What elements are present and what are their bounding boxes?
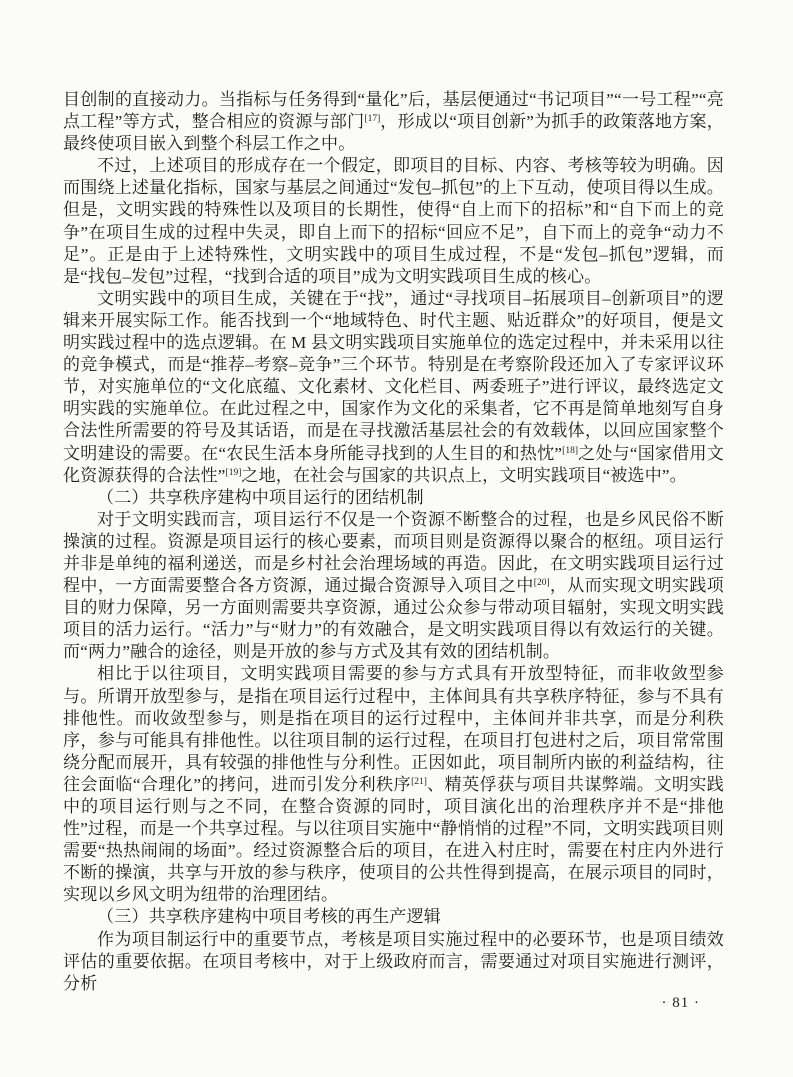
paragraph-continuation: 目创制的直接动力。当指标与任务得到“量化”后，基层便通过“书记项目”“一号工程”“亮点工程”等方式，整合相应的资源与部门[17]，形成以“项目创新”为抓手的政策落地方案，最终使项目嵌入到整个科层工作之中。: [63, 90, 724, 154]
citation-ref: [18]: [562, 445, 578, 456]
section-heading-2: （二）共享秩序建构中项目运行的团结机制: [97, 487, 424, 507]
paragraph-project-operation: 对于文明实践而言，项目运行不仅是一个资源不断整合的过程，也是乡风民俗不断操演的过程。资源是项目运行的核心要素，而项目则是资源得以聚合的枢纽。项目运行并非是单纯的福利递送，而是乡村社会治理场域的再造。因此，在文明实践项目运行过程中，一方面需要整合各方资源，通过撮合资源导入项目之中[20]，从而实现文明实践项目的财力保障，另一方面则需要共享资源，通过公众参与带动项目辐射，实现文明实践项目的活力运行。“活力”与“财力”的有效融合，是文明实践项目得以有效运行的关键。而“两力”融合的途径，则是开放的参与方式及其有效的团结机制。: [63, 509, 724, 662]
paragraph-open-participation: 相比于以往项目，文明实践项目需要的参与方式具有开放型特征，而非收敛型参与。所谓开放型参与，是指在项目运行过程中，主体间具有共享秩序特征，参与不具有排他性。而收敛型参与，则是指在项目的运行过程中，主体间并非共享，而是分利秩序，参与可能具有排他性。以往项目制的运行过程，在项目打包进村之后，项目常常围绕分配而展开，具有较强的排他性与分利性。正因如此，项目制所内嵌的利益结构，往往会面临“合理化”的拷问，进而引发分利秩序[21]、精英俘获与项目共谋弊端。文明实践中的项目运行则与之不同，在整合资源的同时，项目演化出的治理秩序并不是“排他性”过程，而是一个共享过程。与以往项目实施中“静悄悄的过程”不同，文明实践项目则需要“热热闹闹的场面”。经过资源整合后的项目，在进入村庄时，需要在村庄内外进行不断的操演，共享与开放的参与秩序，使项目的公共性得到提高，在展示项目的同时，实现以乡风文明为纽带的治理团结。: [63, 664, 724, 905]
paragraph-project-finding-logic: 文明实践中的项目生成，关键在于“找”，通过“寻找项目–拓展项目–创新项目”的逻辑来开展实际工作。能否找到一个“地域特色、时代主题、贴近群众”的好项目，便是文明实践过程中的选点逻辑。在 M 县文明实践项目实施单位的选定过程中，并未采用以往的竞争模式，而是“推荐–考察–竞争”三个环节。特别是在考察阶段还加入了专家评议环节，对实施单位的“文化底蕴、文化素材、文化栏目、两委班子”进行评议，最终选定文明实践的实施单位。在此过程之中，国家作为文化的采集者，它不再是简单地刻写自身合法性所需要的符号及其话语，而是在寻找激活基层社会的有效载体，以回应国家整个文明建设的需要。在“农民生活本身所能寻找到的人生目的和热忱”[18]之处与“国家借用文化资源获得的合法性”[19]之地，在社会与国家的共识点上，文明实践项目“被选中”。: [63, 288, 724, 485]
section-heading-3: （三）共享秩序建构中项目考核的再生产逻辑: [97, 907, 441, 927]
page-number: · 81 ·: [661, 995, 700, 1011]
paragraph-project-generation-assumption: 不过，上述项目的形成存在一个假定，即项目的目标、内容、考核等较为明确。因而围绕上述量化指标，国家与基层之间通过“发包–抓包”的上下互动，使项目得以生成。但是，文明实践的特殊性以及项目的长期性，使得“自上而下的招标”和“自下而上的竞争”在项目生成的过程中失灵，即自上而下的招标“回应不足”，自下而上的竞争“动力不足”。正是由于上述特殊性，文明实践中的项目生成过程，不是“发包–抓包”逻辑，而是“找包–发包”过程，“找到合适的项目”成为文明实践项目生成的核心。: [63, 156, 724, 286]
citation-ref: [20]: [533, 578, 550, 589]
paragraph-project-assessment: 作为项目制运行中的重要节点，考核是项目实施过程中的必要环节，也是项目绩效评估的重要依据。在项目考核中，对于上级政府而言，需要通过对项目实施进行测评，分析: [63, 929, 724, 993]
citation-ref: [17]: [364, 114, 381, 125]
citation-ref: [19]: [225, 467, 242, 478]
citation-ref: [21]: [411, 776, 427, 787]
page-body: [63, 89, 724, 995]
